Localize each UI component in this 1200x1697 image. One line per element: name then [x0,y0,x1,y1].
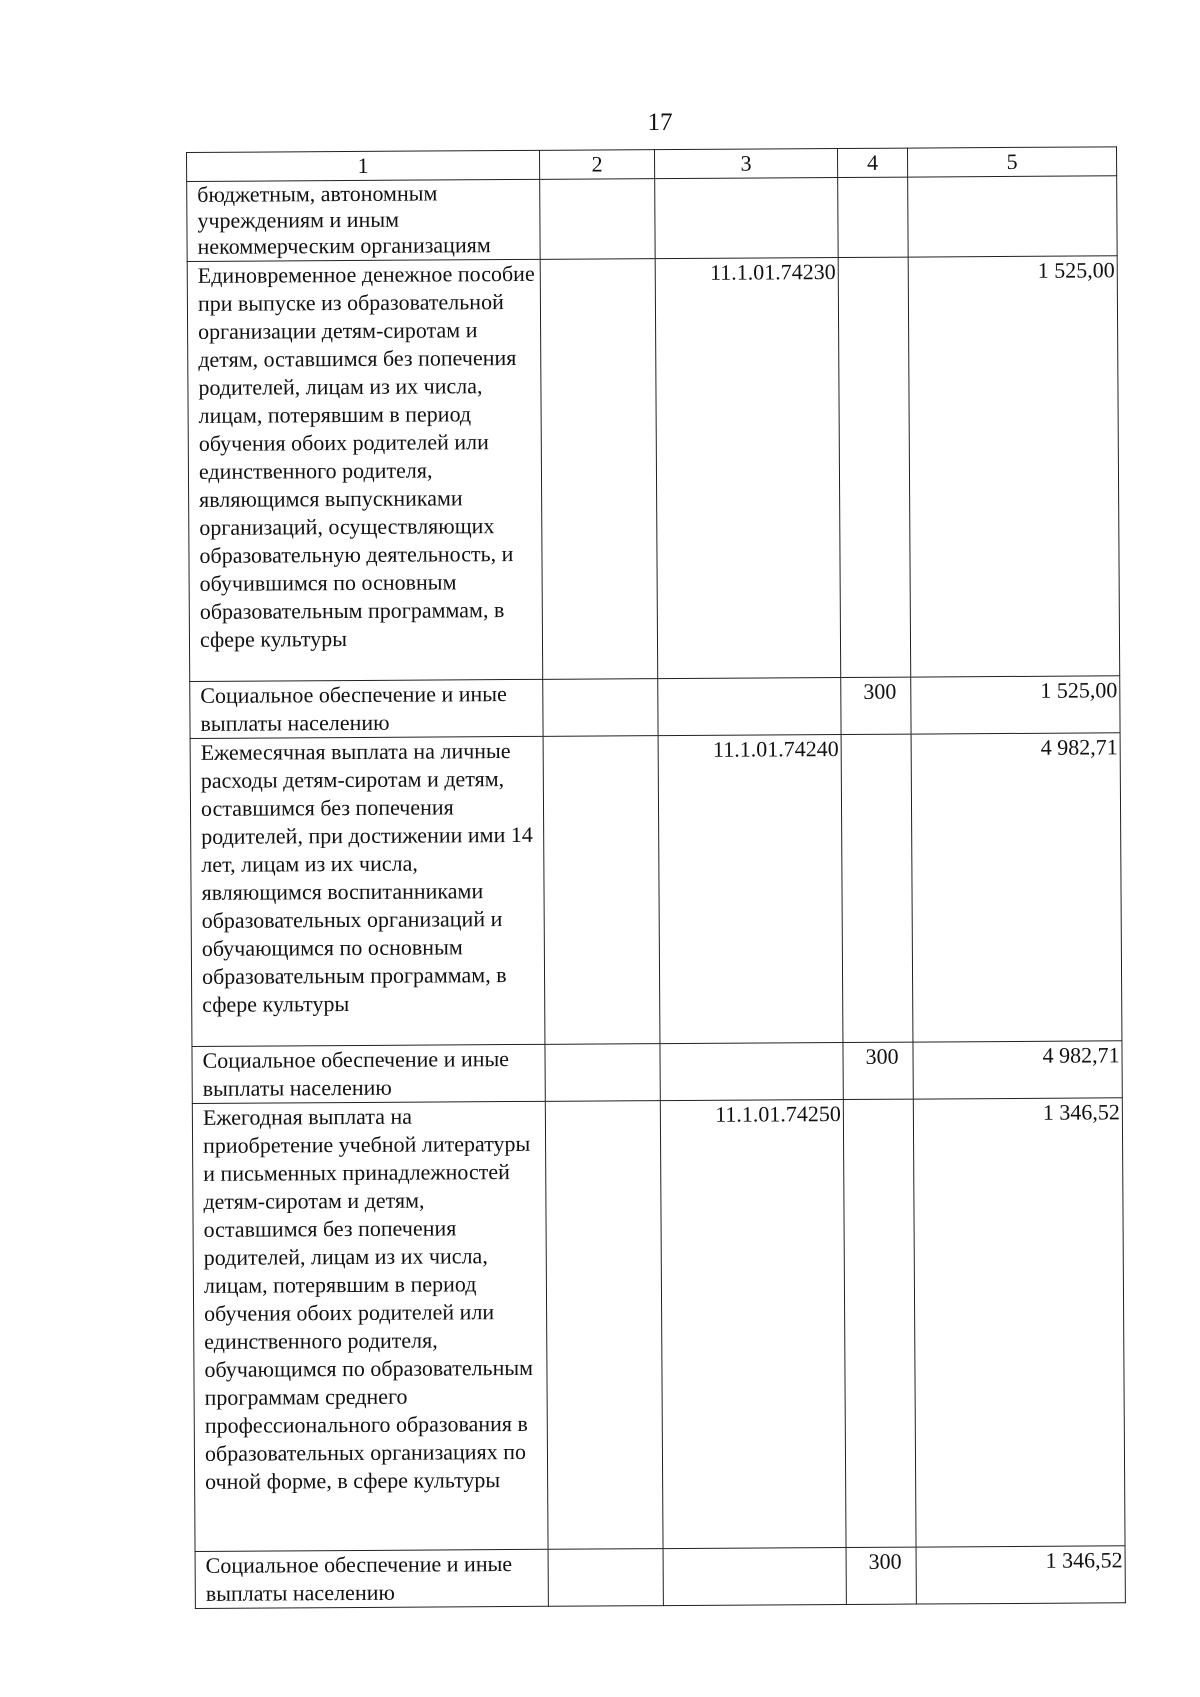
row-type [838,257,911,677]
row-name: Единовременное денежное пособие при выпуске из образовательной организации детям-сиротам и детям, оставшимся без попечения родителей, лицам из их числа, лицам, потерявшим в период обучения обоих родителей или единственного родителя, являющимся выпускниками организаций, осуществляющих образовательную деятельность, и обучившимся по основным образовательным программам, в сфере культуры [187,259,543,681]
table-row [192,1041,1122,1104]
row-amount: 1 525,00 [911,676,1120,734]
column-header-5: 5 [907,147,1116,177]
row-name: Социальное обеспечение и иные выплаты населению [192,1044,545,1103]
row-code: 11.1.01.74230 [655,258,841,679]
row-type [841,734,913,1042]
row-code [658,678,841,736]
column-header-1: 1 [187,150,540,181]
table-row [190,733,1122,1047]
table-row [187,256,1120,682]
row-name: Социальное обеспечение и иные выплаты населению [195,1549,548,1608]
row-col2 [545,1044,660,1102]
row-col2 [545,1101,663,1550]
row-amount: 4 982,71 [913,1041,1122,1099]
row-name: бюджетным, автономным учреждениям и иным некоммерческим организациям [187,179,540,261]
row-col2 [543,679,658,737]
row-code [660,1043,843,1101]
row-code [655,178,838,259]
table-row [190,676,1120,739]
row-amount: 1 346,52 [916,1546,1125,1604]
row-type: 300 [846,1547,916,1604]
column-header-4: 4 [837,148,907,177]
row-name: Ежегодная выплата на приобретение учебной литературы и письменных принадлежностей детям-сиротам и детям, оставшимся без попечения родителей, лицам из их числа, лицам, потерявшим в период обучения обоих родителей или единственного родителя, обучающимся по образовательным программам среднего профессионального образования в образовательных организациях по очной форме, в сфере культуры [192,1101,548,1551]
row-amount [908,176,1117,257]
row-col2 [543,736,660,1045]
row-name: Ежемесячная выплата на личные расходы детям-сиротам и детям, оставшимся без попечения родителей, при достижении ими 14 лет, лицам из их числа, являющимся воспитанниками образовательных организаций и обучающимся по основным образовательным программам, в сфере культуры [190,736,545,1046]
row-code: 11.1.01.74250 [660,1100,846,1549]
row-type: 300 [841,677,911,734]
row-col2 [540,259,658,680]
row-type [843,1099,916,1547]
row-amount: 1 346,52 [913,1098,1125,1547]
row-type: 300 [843,1042,913,1099]
page-number: 17 [647,109,673,136]
row-code: 11.1.01.74240 [658,735,843,1044]
row-col2 [540,179,655,260]
table-row [187,176,1117,262]
column-header-3: 3 [654,149,837,179]
table-row [195,1546,1125,1609]
table-body [187,176,1126,1609]
row-col2 [548,1549,663,1607]
row-code [663,1547,846,1605]
row-amount: 4 982,71 [911,733,1122,1042]
budget-table [186,146,1126,1609]
row-type [838,177,908,257]
column-header-2: 2 [539,150,654,180]
row-amount: 1 525,00 [908,256,1120,677]
table-row [192,1098,1125,1552]
row-name: Социальное обеспечение и иные выплаты населению [190,679,543,738]
